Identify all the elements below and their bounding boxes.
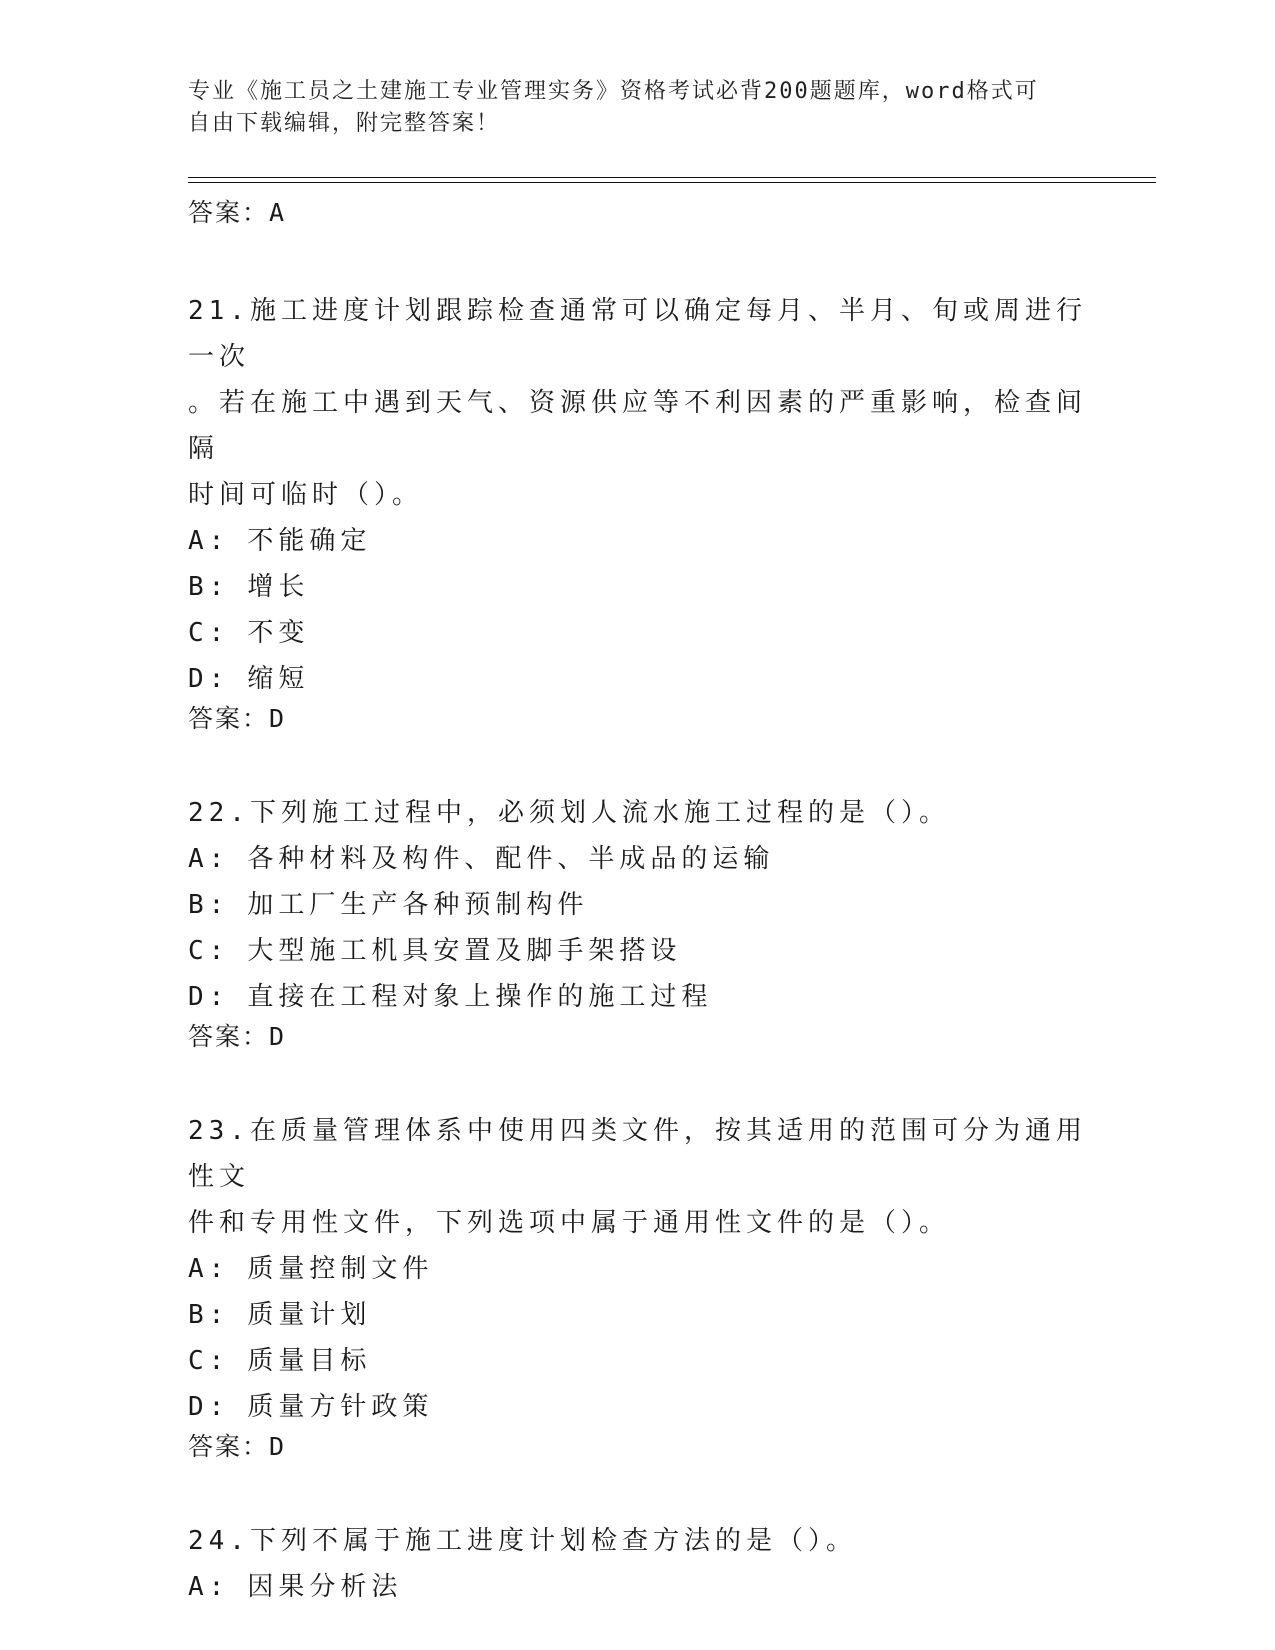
answer: 答案：D <box>188 1432 287 1461</box>
answer: 答案：D <box>188 1022 287 1051</box>
option-text: 质量目标 <box>247 1346 372 1376</box>
option-text: 加工厂生产各种预制构件 <box>247 890 589 920</box>
question-text-line: 。若在施工中遇到天气、资源供应等不利因素的严重影响，检查间隔 <box>188 388 1088 464</box>
option-key: A: <box>188 526 230 556</box>
option-a <box>188 518 1088 564</box>
option-a <box>188 1246 1088 1292</box>
option-text: 直接在工程对象上操作的施工过程 <box>247 982 713 1012</box>
option-d <box>188 656 1088 702</box>
option-text: 缩短 <box>247 664 310 694</box>
page-header <box>188 76 1068 140</box>
question-text-line: 24.下列不属于施工进度计划检查方法的是（）。 <box>188 1526 857 1556</box>
header-line-1: 专业《施工员之土建施工专业管理实务》资格考试必背200题题库，word格式可 <box>188 79 1039 104</box>
option-key: C: <box>188 936 230 966</box>
option-text: 不变 <box>247 618 310 648</box>
option-c <box>188 928 1088 974</box>
option-text: 增长 <box>247 572 310 602</box>
question-24 <box>188 1518 1088 1610</box>
option-key: A: <box>188 1254 230 1284</box>
option-key: D: <box>188 1392 230 1422</box>
header-rule-bottom <box>188 182 1156 183</box>
question-23 <box>188 1108 1088 1464</box>
lead-answer: 答案：A <box>188 198 287 227</box>
question-21 <box>188 288 1088 736</box>
option-text: 不能确定 <box>247 526 372 556</box>
answer: 答案：D <box>188 704 287 733</box>
option-text: 因果分析法 <box>247 1572 403 1602</box>
option-b <box>188 1292 1088 1338</box>
header-line-2: 自由下载编辑，附完整答案！ <box>188 111 501 136</box>
option-key: B: <box>188 890 230 920</box>
option-a <box>188 836 1088 882</box>
option-d <box>188 1384 1088 1430</box>
question-text-line: 22.下列施工过程中，必须划人流水施工过程的是（）。 <box>188 798 950 828</box>
option-key: C: <box>188 618 230 648</box>
question-22 <box>188 790 1088 1054</box>
option-key: B: <box>188 572 230 602</box>
option-key: A: <box>188 1572 230 1602</box>
option-c <box>188 610 1088 656</box>
option-key: B: <box>188 1300 230 1330</box>
option-text: 大型施工机具安置及脚手架搭设 <box>247 936 682 966</box>
document-body <box>188 196 1088 1610</box>
option-key: A: <box>188 844 230 874</box>
option-text: 质量方针政策 <box>247 1392 434 1422</box>
option-c <box>188 1338 1088 1384</box>
question-text-line: 23.在质量管理体系中使用四类文件，按其适用的范围可分为通用性文 <box>188 1116 1087 1192</box>
option-key: D: <box>188 982 230 1012</box>
option-b <box>188 564 1088 610</box>
option-key: C: <box>188 1346 230 1376</box>
option-text: 各种材料及构件、配件、半成品的运输 <box>247 844 775 874</box>
question-text-line: 件和专用性文件，下列选项中属于通用性文件的是（）。 <box>188 1208 951 1238</box>
option-a <box>188 1564 1088 1610</box>
option-d <box>188 974 1088 1020</box>
question-text-line: 时间可临时（）。 <box>188 480 424 510</box>
option-b <box>188 882 1088 928</box>
option-text: 质量控制文件 <box>247 1254 434 1284</box>
option-key: D: <box>188 664 230 694</box>
header-rule-top <box>188 177 1156 178</box>
option-text: 质量计划 <box>247 1300 372 1330</box>
question-text-line: 21.施工进度计划跟踪检查通常可以确定每月、半月、旬或周进行一次 <box>188 296 1087 372</box>
